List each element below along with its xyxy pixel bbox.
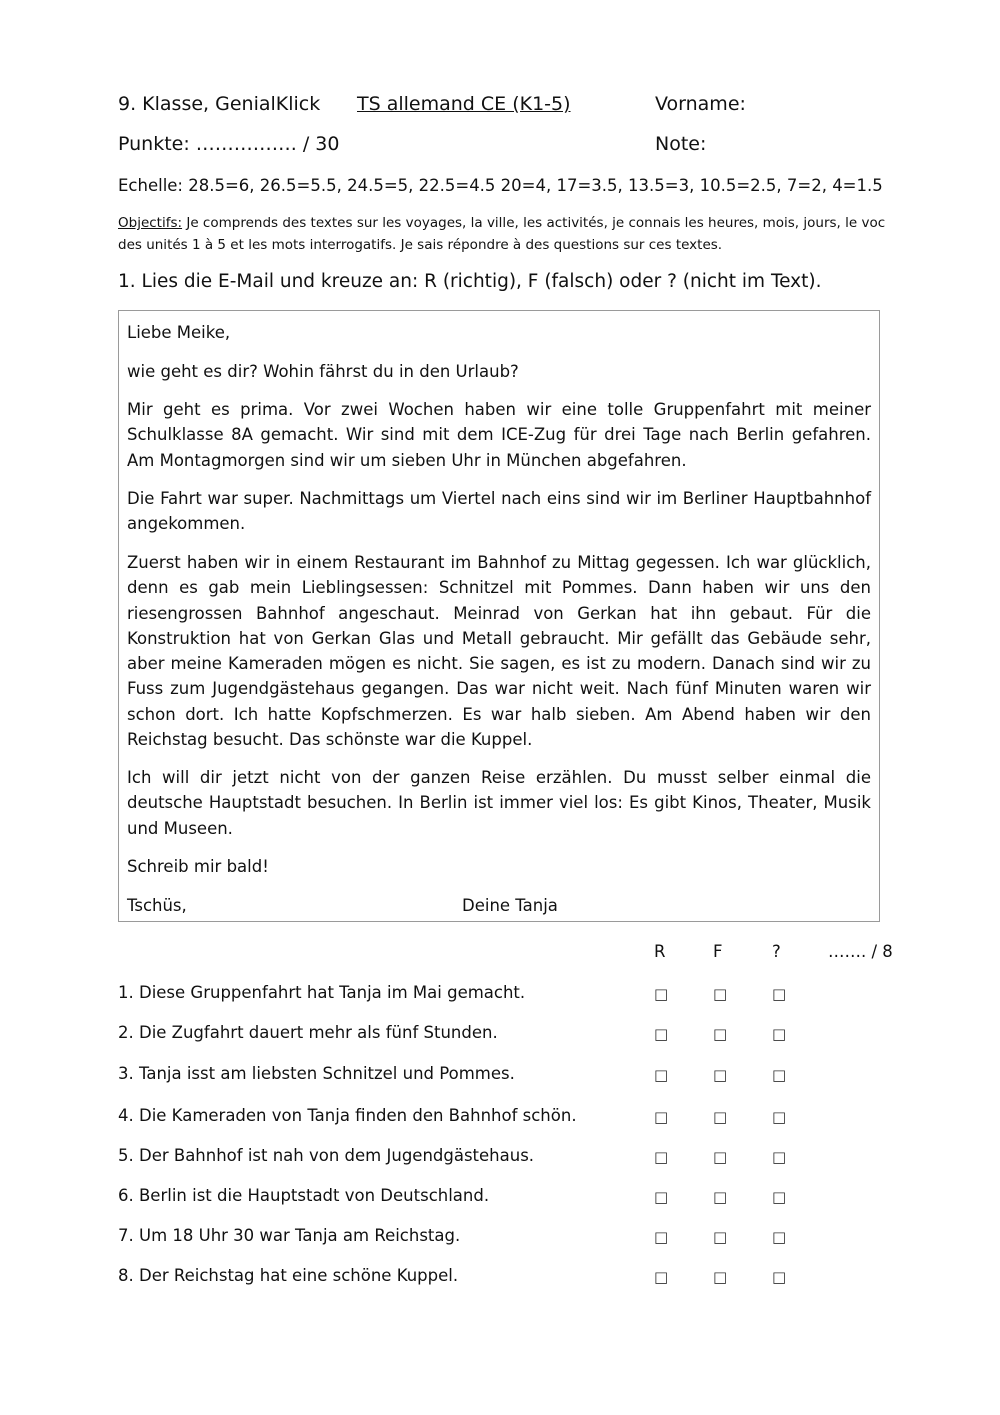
statement-text: 4. Die Kameraden von Tanja finden den Bahnhof schön. — [118, 1106, 577, 1125]
score-field: ……. / 8 — [828, 942, 893, 961]
grading-scale: Echelle: 28.5=6, 26.5=5.5, 24.5=5, 22.5=4.5 20=4, 17=3.5, 13.5=3, 10.5=2.5, 7=2, 4=1.5 — [118, 176, 883, 195]
checkbox-r[interactable]: □ — [654, 1108, 669, 1126]
points-label: Punkte: ……………. / 30 — [118, 133, 340, 155]
statement-text: 1. Diese Gruppenfahrt hat Tanja im Mai gemacht. — [118, 983, 526, 1002]
checkbox-f[interactable]: □ — [713, 1268, 728, 1286]
checkbox-r[interactable]: □ — [654, 1066, 669, 1084]
checkbox-unknown[interactable]: □ — [772, 1188, 787, 1206]
objectives — [118, 212, 898, 256]
objectives-label: Objectifs: — [118, 215, 183, 231]
checkbox-unknown[interactable]: □ — [772, 1268, 787, 1286]
test-title: TS allemand CE (K1-5) — [357, 93, 571, 115]
grade-label: Note: — [655, 133, 707, 155]
email-paragraph-6: Schreib mir bald! — [127, 857, 269, 876]
statement-text: 5. Der Bahnhof ist nah von dem Jugendgästehaus. — [118, 1146, 535, 1165]
email-paragraph-2: Mir geht es prima. Vor zwei Wochen haben wir eine tolle Gruppenfahrt mit meiner Schulklasse 8A gemacht. Wir sind mit dem ICE-Zug für drei Tage nach Berlin gefahren. Am Montagmorgen sind wir um sieben Uhr in München abgefahren. — [127, 400, 871, 470]
statement-text: 7. Um 18 Uhr 30 war Tanja am Reichstag. — [118, 1226, 461, 1245]
checkbox-f[interactable]: □ — [713, 1108, 728, 1126]
checkbox-f[interactable]: □ — [713, 1148, 728, 1166]
email-paragraph-4: Zuerst haben wir in einem Restaurant im Bahnhof zu Mittag gegessen. Ich war glücklich, denn es gab mein Lieblingsessen: Schnitzel mit Pommes. Dann haben wir uns den riesengrossen Bahnhof angeschaut. Meinrad von Gerkan hat ihn gebaut. Für die Konstruktion hat von Gerkan Glas und Metall gebraucht. Mir gefällt das Gebäude sehr, aber meine Kameraden mögen es nicht. Sie sagen, es ist zu modern. Danach sind wir zu Fuss zum Jugendgästehaus gegangen. Das war nicht weit. Nach fünf Minuten waren wir schon dort. Ich hatte Kopfschmerzen. Es war halb sieben. Am Abend haben wir den Reichstag besucht. Das schönste war die Kuppel. — [127, 553, 871, 750]
checkbox-f[interactable]: □ — [713, 1228, 728, 1246]
class-label: 9. Klasse, GenialKlick — [118, 93, 321, 115]
checkbox-unknown[interactable]: □ — [772, 985, 787, 1003]
checkbox-f[interactable]: □ — [713, 985, 728, 1003]
checkbox-unknown[interactable]: □ — [772, 1228, 787, 1246]
checkbox-f[interactable]: □ — [713, 1188, 728, 1206]
checkbox-f[interactable]: □ — [713, 1025, 728, 1043]
checkbox-r[interactable]: □ — [654, 1025, 669, 1043]
checkbox-unknown[interactable]: □ — [772, 1108, 787, 1126]
statement-text: 2. Die Zugfahrt dauert mehr als fünf Stunden. — [118, 1023, 498, 1042]
column-header-unknown: ? — [772, 942, 781, 961]
email-paragraph-3: Die Fahrt war super. Nachmittags um Viertel nach eins sind wir im Berliner Hauptbahnhof angekommen. — [127, 489, 871, 534]
column-header-r: R — [654, 942, 666, 961]
checkbox-unknown[interactable]: □ — [772, 1066, 787, 1084]
checkbox-r[interactable]: □ — [654, 985, 669, 1003]
email-box — [118, 310, 880, 922]
checkbox-r[interactable]: □ — [654, 1148, 669, 1166]
column-header-f: F — [713, 942, 723, 961]
firstname-label: Vorname: — [655, 93, 746, 115]
email-signature: Deine Tanja — [462, 896, 558, 915]
objectives-text: Je comprends des textes sur les voyages, la ville, les activités, je connais les heures, mois, jours, le voc des unités 1 à 5 et les mots interrogatifs. Je sais répondre à des questions sur ces textes. — [118, 215, 886, 253]
checkbox-unknown[interactable]: □ — [772, 1025, 787, 1043]
statement-text: 3. Tanja isst am liebsten Schnitzel und Pommes. — [118, 1064, 515, 1083]
checkbox-unknown[interactable]: □ — [772, 1148, 787, 1166]
checkbox-r[interactable]: □ — [654, 1268, 669, 1286]
task-instruction: 1. Lies die E-Mail und kreuze an: R (richtig), F (falsch) oder ? (nicht im Text). — [118, 271, 822, 292]
statement-text: 8. Der Reichstag hat eine schöne Kuppel. — [118, 1266, 459, 1285]
email-paragraph-5: Ich will dir jetzt nicht von der ganzen Reise erzählen. Du musst selber einmal die deutsche Hauptstadt besuchen. In Berlin ist immer viel los: Es gibt Kinos, Theater, Musik und Museen. — [127, 768, 871, 838]
email-greeting: Liebe Meike, — [127, 323, 231, 342]
email-closing: Tschüs, — [127, 896, 187, 915]
checkbox-r[interactable]: □ — [654, 1188, 669, 1206]
checkbox-r[interactable]: □ — [654, 1228, 669, 1246]
checkbox-f[interactable]: □ — [713, 1066, 728, 1084]
statement-text: 6. Berlin ist die Hauptstadt von Deutschland. — [118, 1186, 490, 1205]
email-paragraph-1: wie geht es dir? Wohin fährst du in den Urlaub? — [127, 362, 519, 381]
